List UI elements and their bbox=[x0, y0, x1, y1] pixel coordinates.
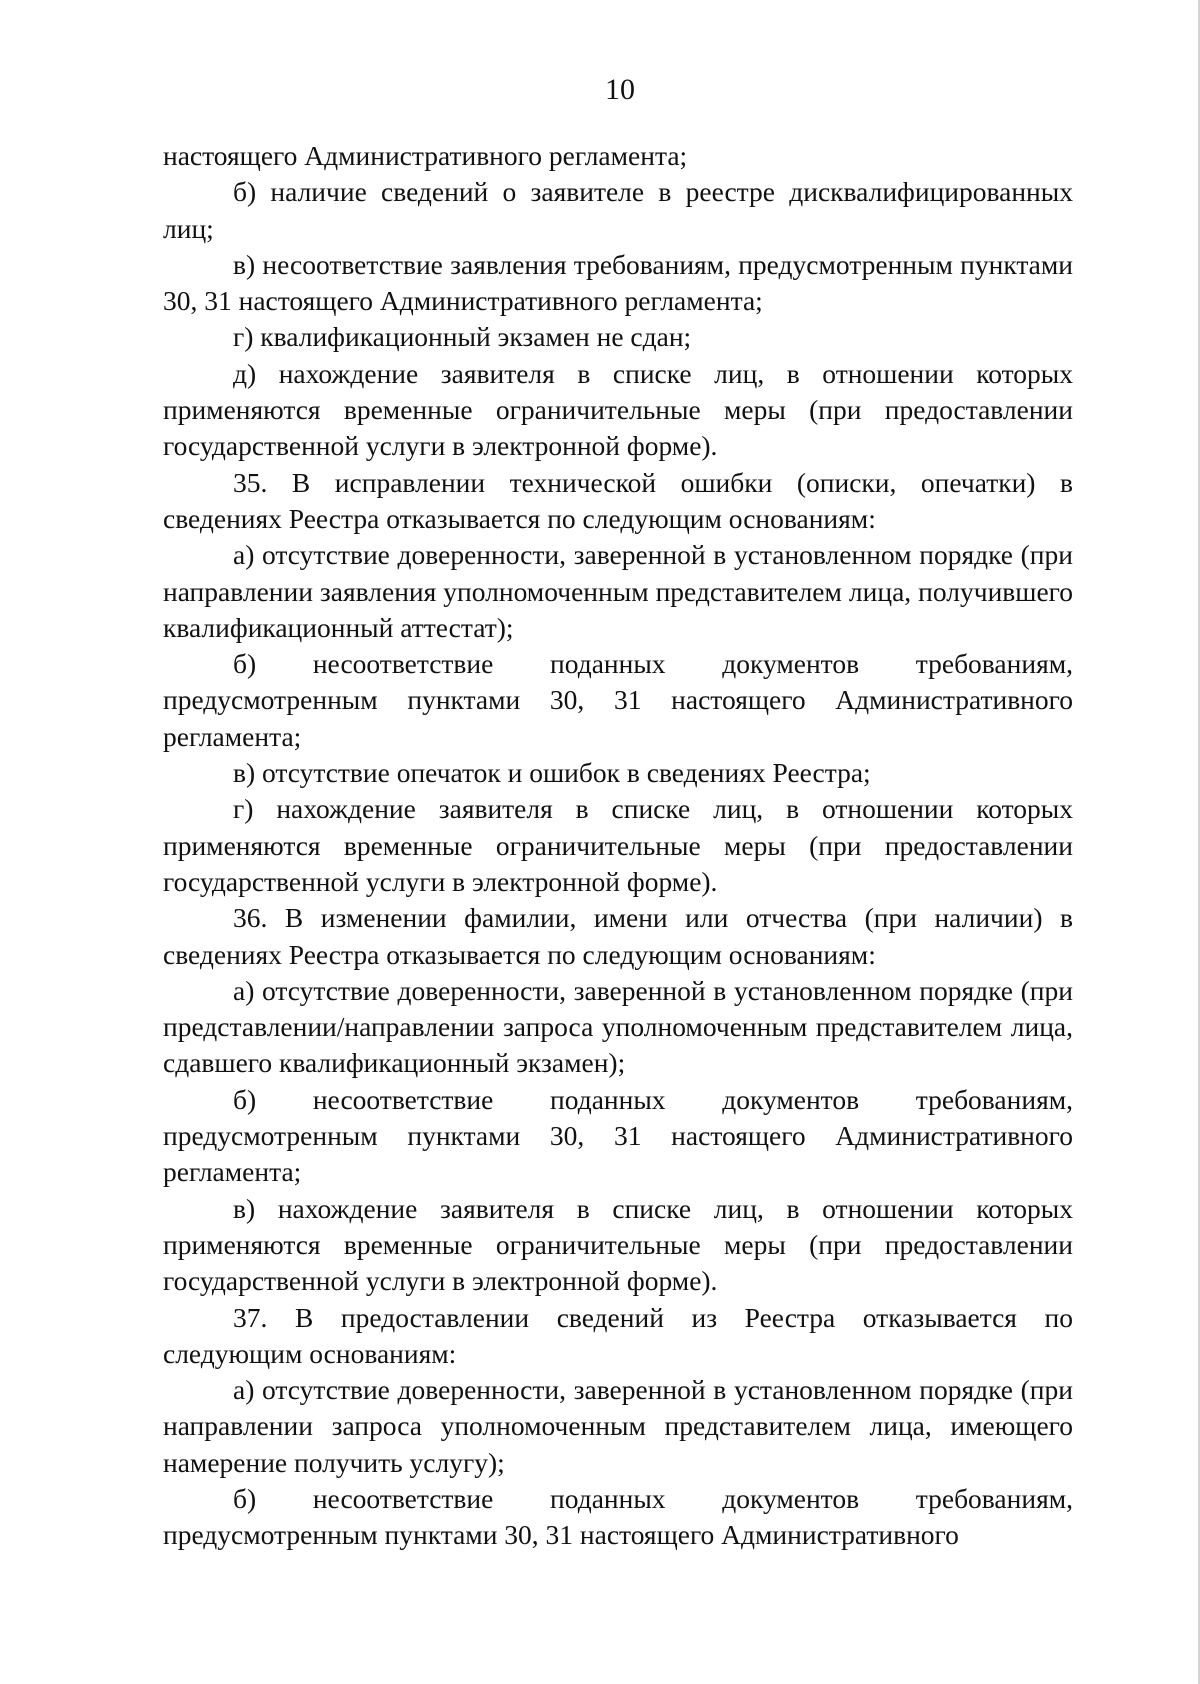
paragraph-35-item-a: а) отсутствие доверенности, заверенной в установленном порядке (при направлении заявления уполномоченным представителем лица, получившего квалификационный аттестат); bbox=[163, 539, 1073, 643]
paragraph-37-item-b: б) несоответствие поданных документов требованиям, предусмотренным пунктами 30, 31 настоящего Административного bbox=[163, 1482, 1073, 1551]
paragraph-36-item-a: а) отсутствие доверенности, заверенной в установленном порядке (при представлении/направлении запроса уполномоченным представителем лица, сдавшего квалификационный экзамен); bbox=[163, 974, 1073, 1079]
paragraph-37-item-a: а) отсутствие доверенности, заверенной в установленном порядке (при направлении запроса уполномоченным представителем лица, имеющего намерение получить услугу); bbox=[163, 1374, 1073, 1478]
paragraph-35-item-b: б) несоответствие поданных документов требованиям, предусмотренным пунктами 30, 31 настоящего Административного регламента; bbox=[163, 648, 1073, 752]
paragraph-item-d-restrictive-measures: д) нахождение заявителя в списке лиц, в отношении которых применяются временные ограничительные меры (при предоставлении государственной услуги в электронной форме). bbox=[163, 357, 1073, 462]
document-body bbox=[163, 138, 1073, 1554]
paragraph-35-item-g: г) нахождение заявителя в списке лиц, в отношении которых применяются временные ограничительные меры (при предоставлении государственной услуги в электронной форме). bbox=[163, 793, 1073, 897]
paragraph-item-v-nonconformity: в) несоответствие заявления требованиям, предусмотренным пунктами 30, 31 настоящего Административного регламента; bbox=[163, 248, 1073, 317]
paragraph-item-g-exam-failed: г) квалификационный экзамен не сдан; bbox=[233, 321, 692, 353]
paragraph-36-item-b: б) несоответствие поданных документов требованиям, предусмотренным пунктами 30, 31 настоящего Административного регламента; bbox=[163, 1083, 1073, 1188]
paragraph-continuation: настоящего Административного регламента; bbox=[163, 140, 688, 171]
paragraph-clause-36: 36. В изменении фамилии, имени или отчества (при наличии) в сведениях Реестра отказывается по следующим основаниям: bbox=[163, 902, 1073, 970]
paragraph-clause-35: 35. В исправлении технической ошибки (описки, опечатки) в сведениях Реестра отказывается по следующим основаниям: bbox=[163, 466, 1073, 534]
paragraph-36-item-v: в) нахождение заявителя в списке лиц, в отношении которых применяются временные ограничительные меры (при предоставлении государственной услуги в электронной форме). bbox=[163, 1192, 1073, 1297]
page-number: 10 bbox=[605, 73, 635, 106]
paragraph-clause-37: 37. В предоставлении сведений из Реестра отказывается по следующим основаниям: bbox=[163, 1301, 1073, 1369]
paragraph-35-item-v: в) отсутствие опечаток и ошибок в сведениях Реестра; bbox=[233, 757, 871, 789]
paragraph-item-b-disqualified: б) наличие сведений о заявителе в реестре дисквалифицированных лиц; bbox=[163, 176, 1073, 244]
